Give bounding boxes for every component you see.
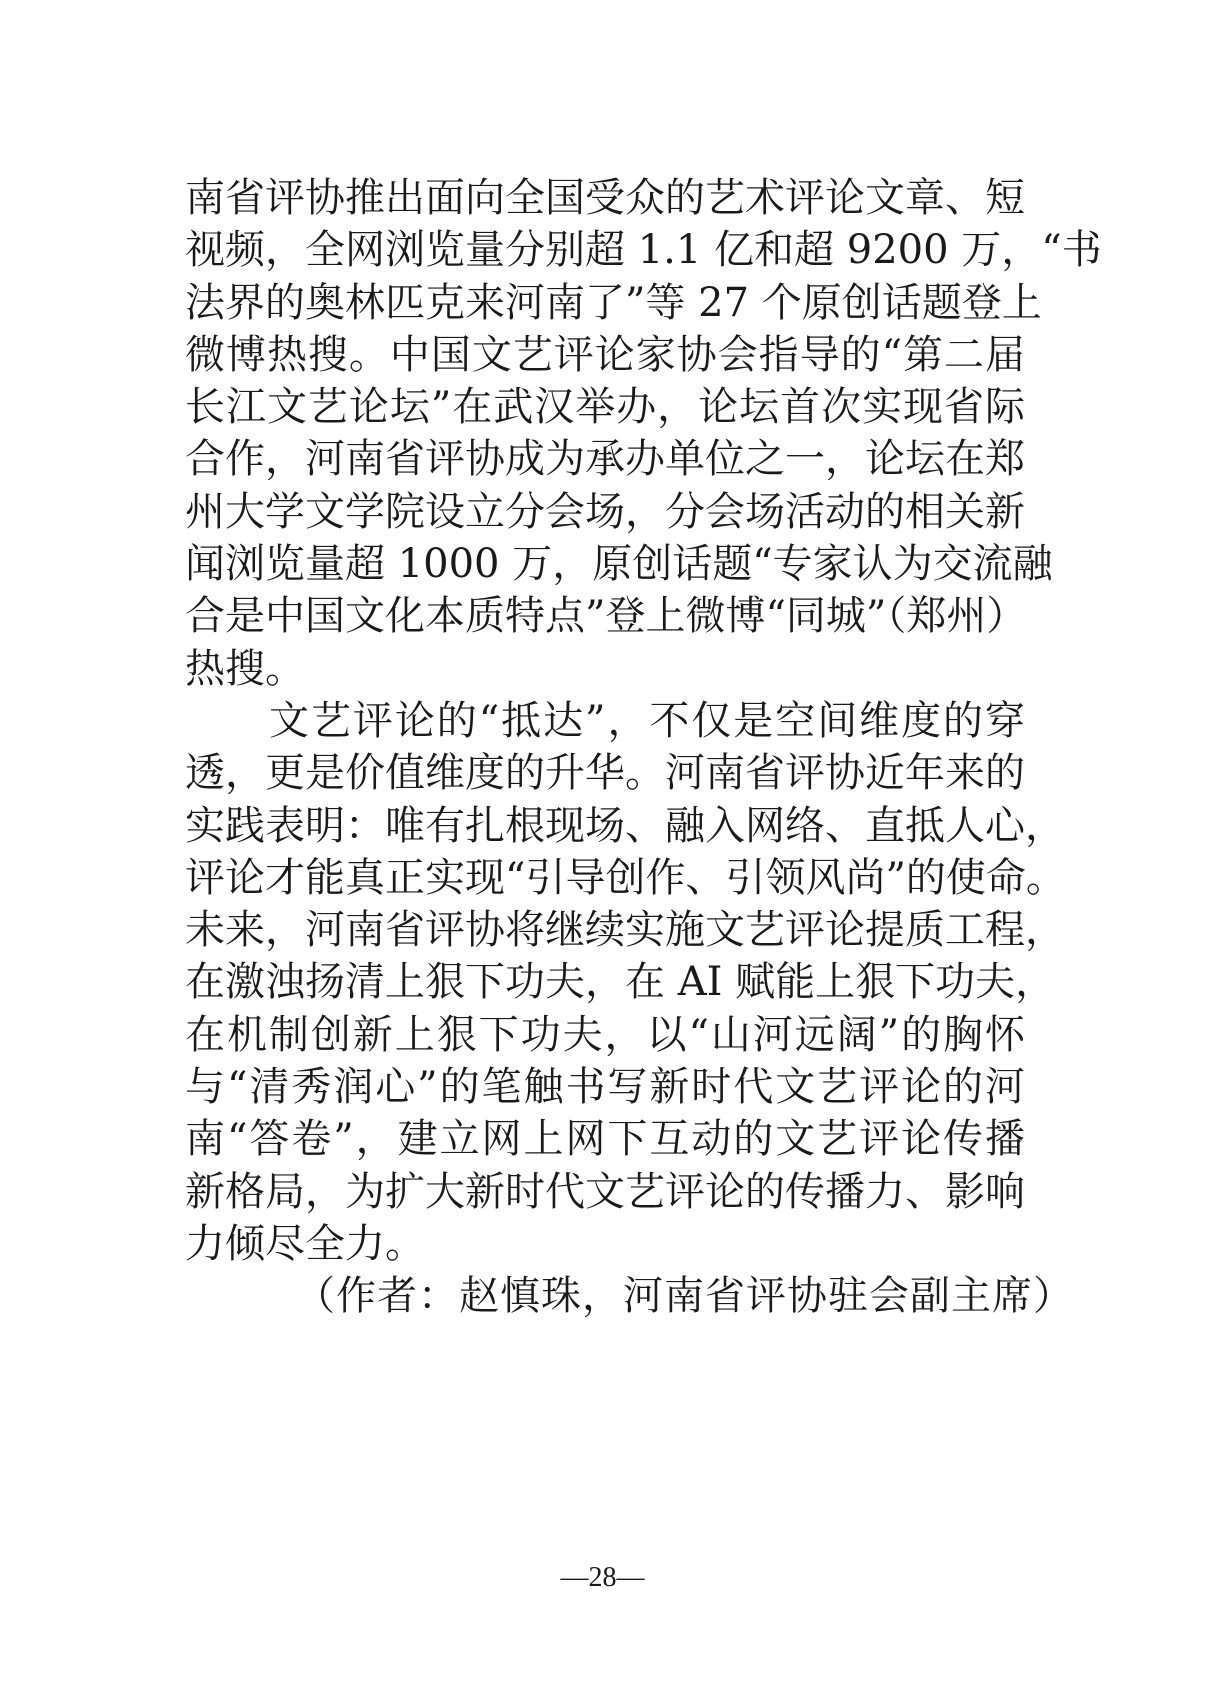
text-line: 与“清秀润心”的笔触书写新时代文艺评论的河 <box>185 1064 1025 1111</box>
text-line: 实践表明：唯有扎根现场、融入网络、直抵人心， <box>185 802 1065 849</box>
text-line: 微博热搜。中国文艺评论家协会指导的“第二届 <box>185 331 1025 378</box>
text-line: 合作，河南省评协成为承办单位之一，论坛在郑 <box>185 436 1025 483</box>
text-line: 新格局，为扩大新时代文艺评论的传播力、影响 <box>185 1168 1025 1215</box>
document-page <box>185 172 1102 1323</box>
page-number: —28— <box>560 1562 645 1593</box>
text-line: 文艺评论的“抵达”，不仅是空间维度的穿 <box>269 697 1025 744</box>
author-byline: （作者：赵慎珠，河南省评协驻会副主席） <box>295 1273 1074 1320</box>
text-line: 在机制创新上狠下功夫，以“山河远阔”的胸怀 <box>185 1011 1025 1058</box>
text-line: 闻浏览量超 1000 万，原创话题“专家认为交流融 <box>185 541 1053 588</box>
text-line: 力倾尽全力。 <box>185 1220 425 1267</box>
text-line: 在激浊扬清上狠下功夫，在 AI 赋能上狠下功夫， <box>185 959 1056 1006</box>
text-line: 热搜。 <box>185 645 305 692</box>
text-line: 州大学文学院设立分会场，分会场活动的相关新 <box>185 488 1025 535</box>
text-line: 视频，全网浏览量分别超 1.1 亿和超 9200 万，“书 <box>185 227 1102 274</box>
text-line: 南“答卷”，建立网上网下互动的文艺评论传播 <box>185 1116 1025 1163</box>
paragraph-2 <box>185 695 1066 1270</box>
text-line: 南省评协推出面向全国受众的艺术评论文章、短 <box>185 175 1025 221</box>
text-line: 合是中国文化本质特点”登上微博“同城”（郑州） <box>185 593 1027 640</box>
text-line: 评论才能真正实现“引导创作、引领风尚”的使命。 <box>185 854 1066 901</box>
text-line: 长江文艺论坛”在武汉举办，论坛首次实现省际 <box>185 384 1025 431</box>
paragraph-1 <box>185 172 1102 695</box>
text-line: 未来，河南省评协将继续实施文艺评论提质工程， <box>185 907 1065 954</box>
text-line: 法界的奥林匹克来河南了”等 27 个原创话题登上 <box>185 279 1042 326</box>
text-line: 透，更是价值维度的升华。河南省评协近年来的 <box>185 750 1025 797</box>
